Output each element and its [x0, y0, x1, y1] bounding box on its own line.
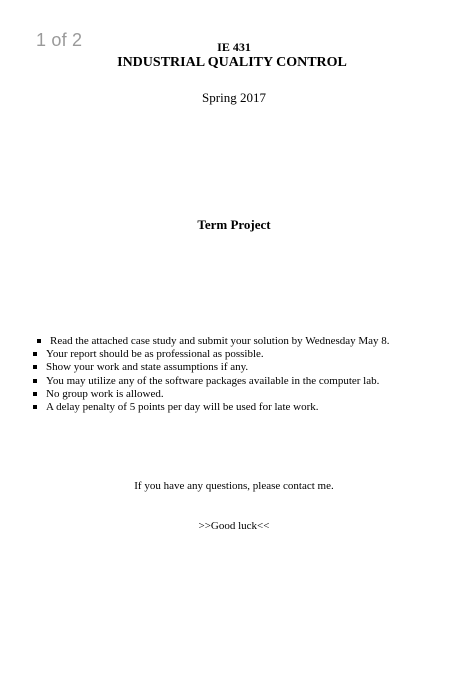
semester: Spring 2017 — [202, 90, 266, 105]
instruction-item: You may utilize any of the software packages available in the computer lab. — [32, 375, 432, 388]
instruction-item: Your report should be as professional as possible. — [32, 348, 432, 361]
project-heading: Term Project — [197, 217, 271, 232]
closing-note: >>Good luck<< — [198, 520, 270, 532]
instructions-list — [32, 335, 432, 414]
instruction-item: Read the attached case study and submit your solution by Wednesday May 8. — [32, 335, 432, 348]
course-title: INDUSTRIAL QUALITY CONTROL — [117, 55, 347, 70]
page-indicator: 1 of 2 — [36, 30, 83, 50]
contact-note: If you have any questions, please contact me. — [134, 480, 334, 492]
instruction-item: A delay penalty of 5 points per day will be used for late work. — [32, 401, 432, 414]
instruction-item: No group work is allowed. — [32, 388, 432, 401]
instruction-item: Show your work and state assumptions if any. — [32, 361, 432, 374]
course-code: IE 431 — [217, 40, 251, 54]
